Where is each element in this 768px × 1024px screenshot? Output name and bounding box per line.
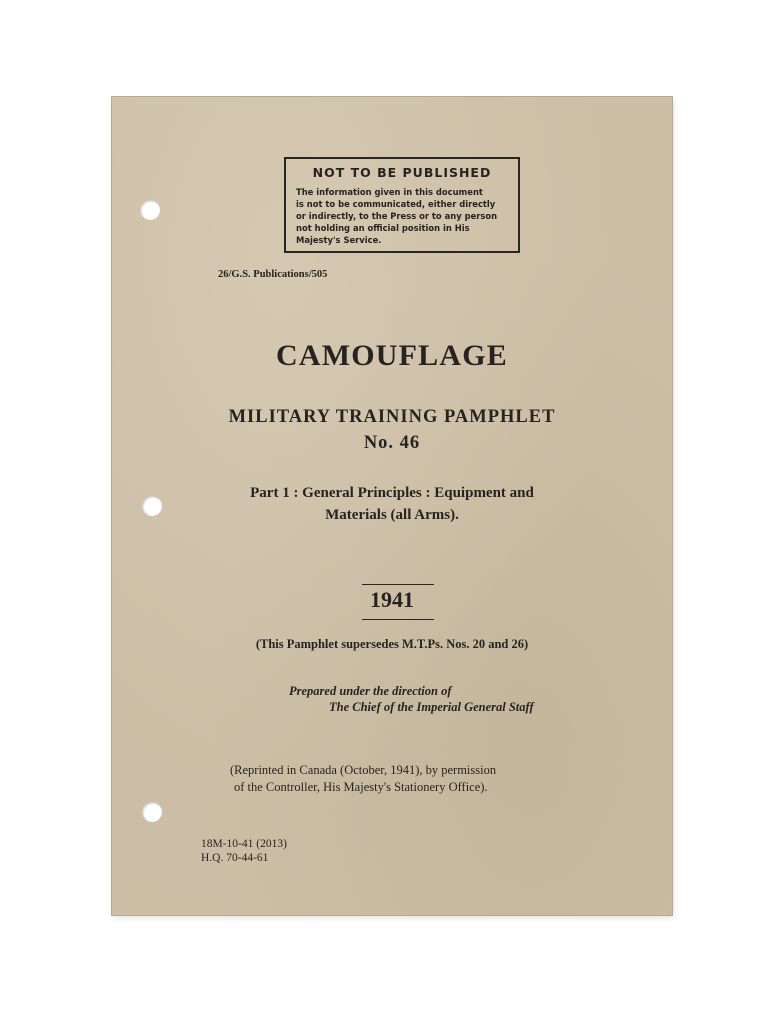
document-title: CAMOUFLAGE	[276, 339, 508, 372]
reprint-note-line-1: (Reprinted in Canada (October, 1941), by permission	[230, 763, 497, 777]
punch-hole-top	[140, 200, 160, 220]
part-description-line-2: Materials (all Arms).	[325, 507, 459, 523]
punch-hole-bottom	[142, 802, 162, 822]
not-to-be-published-notice	[284, 157, 520, 253]
notice-text: The information given in this document is not to be communicated, either directly or indirectly, to the Press or to any person not holding an official position in His Majesty's Service.	[296, 187, 498, 245]
print-code-line-2: H.Q. 70-44-61	[201, 852, 269, 864]
pamphlet-cover	[112, 97, 672, 915]
year-rule-bottom	[362, 619, 434, 620]
pamphlet-number: No. 46	[363, 433, 421, 453]
year-rule-top	[362, 584, 434, 585]
publication-year: 1941	[370, 587, 414, 612]
prepared-under-line-1: Prepared under the direction of	[289, 684, 452, 698]
print-code-line-1: 18M-10-41 (2013)	[201, 838, 287, 850]
pamphlet-series: MILITARY TRAINING PAMPHLET	[228, 407, 556, 427]
supersedes-note: (This Pamphlet supersedes M.T.Ps. Nos. 20 and 26)	[255, 637, 529, 651]
publication-reference: 26/G.S. Publications/505	[218, 269, 328, 280]
part-description-line-1: Part 1 : General Principles : Equipment and	[250, 485, 534, 501]
reprint-note-line-2: of the Controller, His Majesty's Stationery Office).	[234, 780, 488, 794]
prepared-under-line-2: The Chief of the Imperial General Staff	[329, 700, 534, 714]
notice-title: NOT TO BE PUBLISHED	[312, 165, 492, 180]
